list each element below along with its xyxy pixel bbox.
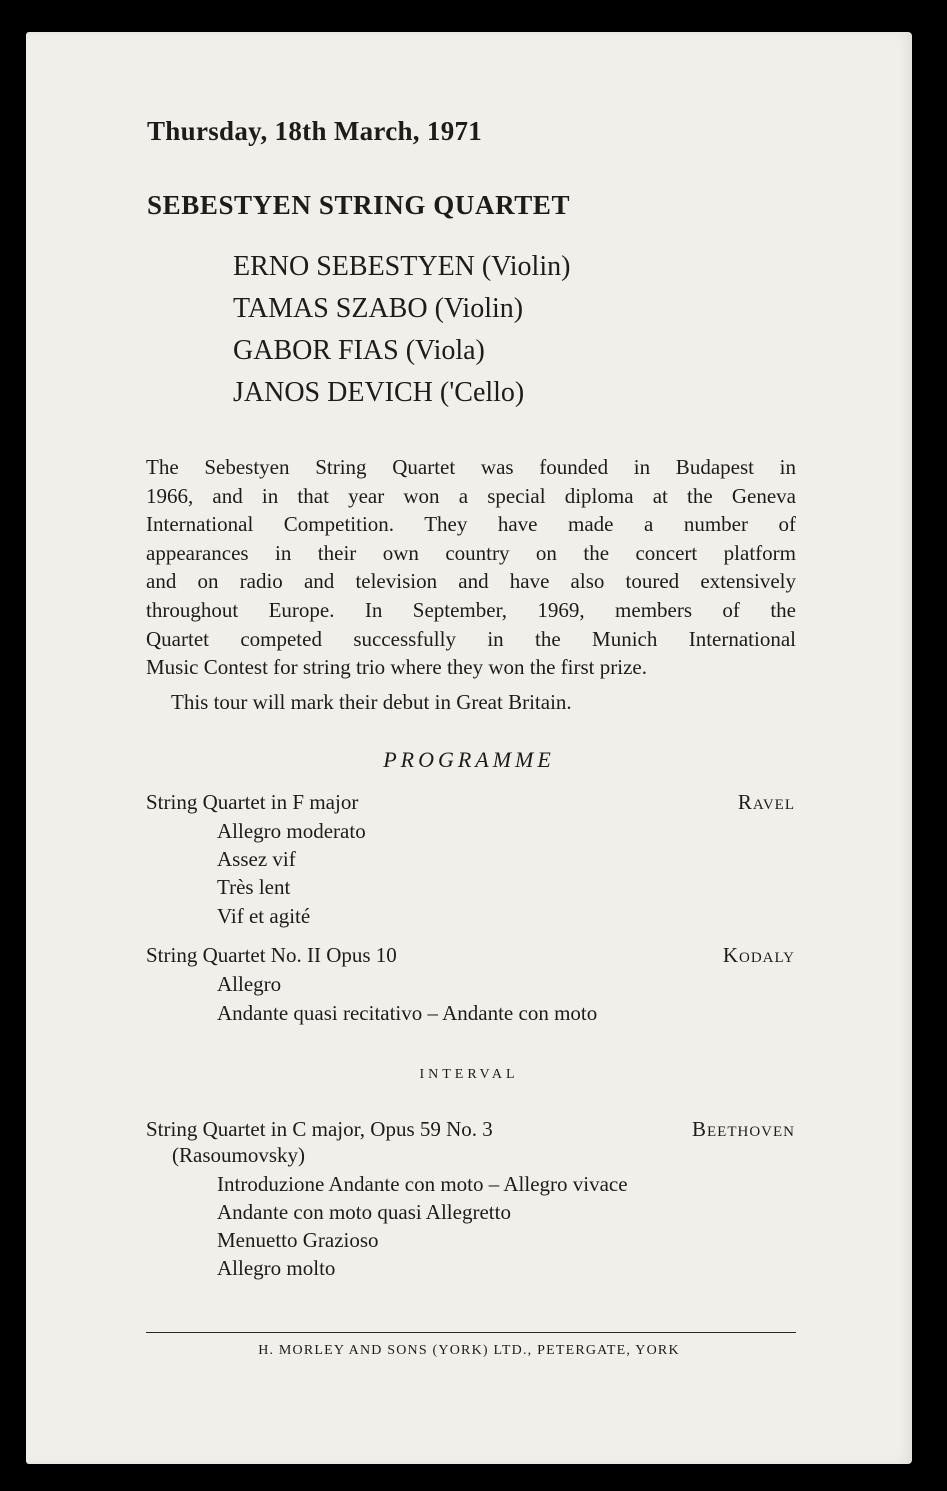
printer-imprint: H. MORLEY AND SONS (YORK) LTD., PETERGATE, YORK — [258, 1343, 680, 1358]
bio-line: appearances in their own country on the concert platform — [146, 540, 796, 565]
composer-name: Ravel — [737, 790, 795, 814]
bio-line: The Sebestyen String Quartet was founded in Budapest in — [146, 455, 796, 479]
interval-label: INTERVAL — [419, 1067, 519, 1082]
bio-line: International Competition. They have made a number of — [146, 512, 796, 537]
movement: Andante quasi recitativo – Andante con moto — [217, 1001, 598, 1025]
movement: Allegro — [217, 972, 282, 996]
movement: Andante con moto quasi Allegretto — [217, 1200, 511, 1224]
work-title: String Quartet in F major — [146, 790, 359, 814]
programme-page — [26, 32, 912, 1464]
movement: Très lent — [217, 875, 291, 899]
bio-line: 1966, and in that year won a special diploma at the Geneva — [146, 483, 796, 508]
ensemble-name: SEBESTYEN STRING QUARTET — [147, 190, 571, 220]
work-title: String Quartet No. II Opus 10 — [146, 943, 397, 967]
quartet-biography — [146, 453, 796, 682]
member-name: ERNO SEBESTYEN (Violin) — [233, 251, 571, 282]
member-name: GABOR FIAS (Viola) — [233, 335, 485, 366]
concert-date: Thursday, 18th March, 1971 — [147, 116, 483, 146]
movement: Introduzione Andante con moto – Allegro vivace — [217, 1172, 628, 1196]
bio-line: Quartet competed successfully in the Munich International — [146, 626, 796, 651]
programme-heading: PROGRAMME — [383, 747, 555, 772]
movement: Allegro molto — [217, 1256, 336, 1280]
member-name: TAMAS SZABO (Violin) — [233, 293, 524, 324]
work-subtitle: (Rasoumovsky) — [172, 1143, 305, 1167]
movement: Allegro moderato — [217, 819, 366, 843]
member-name: JANOS DEVICH ('Cello) — [233, 377, 525, 408]
bio-line: Music Contest for string trio where they won the first prize. — [146, 655, 647, 680]
bio-line: and on radio and television and have also toured extensively — [146, 569, 796, 594]
composer-name: Kodaly — [722, 943, 795, 967]
movement: Assez vif — [217, 847, 296, 871]
composer-name: Beethoven — [692, 1117, 795, 1141]
movement: Vif et agité — [217, 904, 311, 928]
movement: Menuetto Grazioso — [217, 1228, 379, 1252]
work-title: String Quartet in C major, Opus 59 No. 3 — [146, 1117, 493, 1141]
debut-note: This tour will mark their debut in Great Britain. — [171, 690, 572, 714]
bio-line: throughout Europe. In September, 1969, members of the — [146, 597, 796, 622]
footer-divider — [146, 1332, 796, 1333]
